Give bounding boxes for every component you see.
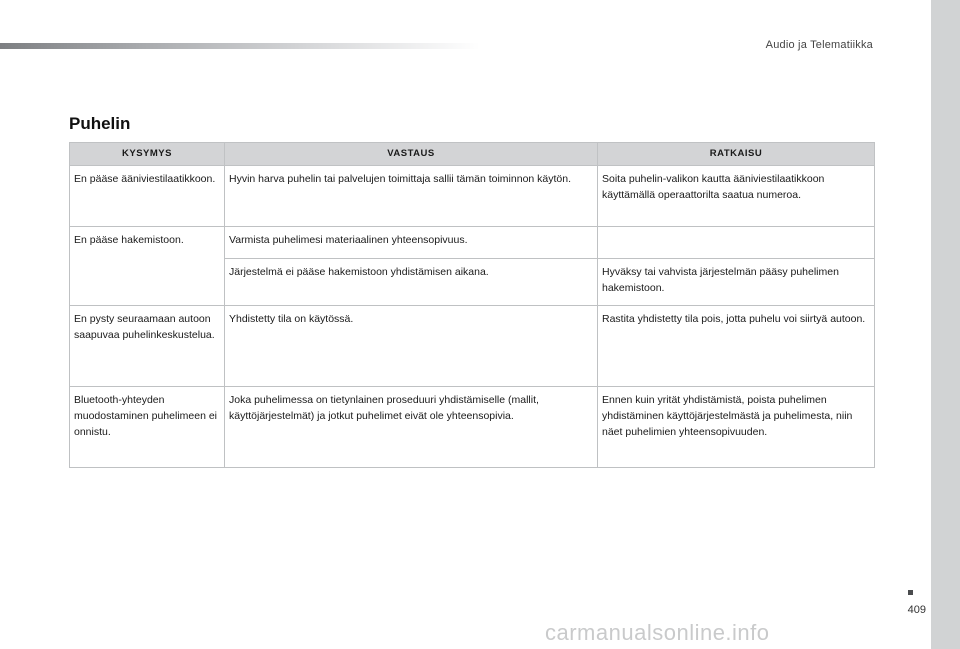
page-edge-strip [931, 0, 960, 649]
answer-cell: Järjestelmä ei pääse hakemistoon yhdistämisen aikana. [225, 259, 598, 306]
solution-cell [598, 227, 875, 259]
table-row [70, 387, 875, 468]
header-solution: RATKAISU [598, 143, 875, 166]
solution-cell: Hyväksy tai vahvista järjestelmän pääsy puhelimen hakemistoon. [598, 259, 875, 306]
solution-cell: Rastita yhdistetty tila pois, jotta puhelu voi siirtyä autoon. [598, 306, 875, 387]
header-title: Audio ja Telematiikka [765, 39, 873, 51]
question-cell: En pysty seuraamaan autoon saapuvaa puhelinkeskustelua. [70, 306, 225, 387]
page-marker-icon [908, 590, 913, 595]
answer-cell: Hyvin harva puhelin tai palvelujen toimittaja sallii tämän toiminnon käytön. [225, 166, 598, 227]
header-gradient-bar [0, 43, 480, 49]
answer-cell: Yhdistetty tila on käytössä. [225, 306, 598, 387]
header-question: KYSYMYS [70, 143, 225, 166]
question-cell: En pääse ääniviestilaatikkoon. [70, 166, 225, 227]
question-cell: Bluetooth-yhteyden muodostaminen puhelimeen ei onnistu. [70, 387, 225, 468]
table-row [70, 166, 875, 227]
table-header-row [70, 143, 875, 166]
answer-cell: Joka puhelimessa on tietynlainen proseduuri yhdistämiselle (mallit, käyttöjärjestelmät) ja jotkut puhelimet eivät ole yhteensopivia. [225, 387, 598, 468]
section-title: Puhelin [69, 114, 131, 133]
question-cell: En pääse hakemistoon. [70, 227, 225, 306]
answer-cell: Varmista puhelimesi materiaalinen yhteensopivuus. [225, 227, 598, 259]
troubleshooting-table [69, 142, 875, 468]
solution-cell: Ennen kuin yrität yhdistämistä, poista puhelimen yhdistäminen käyttöjärjestelmästä ja puhelimesta, niin näet puhelimien yhteensopivuuden. [598, 387, 875, 468]
watermark: carmanualsonline.info [545, 620, 770, 645]
page-number: 409 [907, 604, 926, 616]
solution-cell: Soita puhelin-valikon kautta ääniviestilaatikkoon käyttämällä operaattorilta saatua numeroa. [598, 166, 875, 227]
table-row [70, 306, 875, 387]
header-answer: VASTAUS [225, 143, 598, 166]
table-row [70, 227, 875, 259]
